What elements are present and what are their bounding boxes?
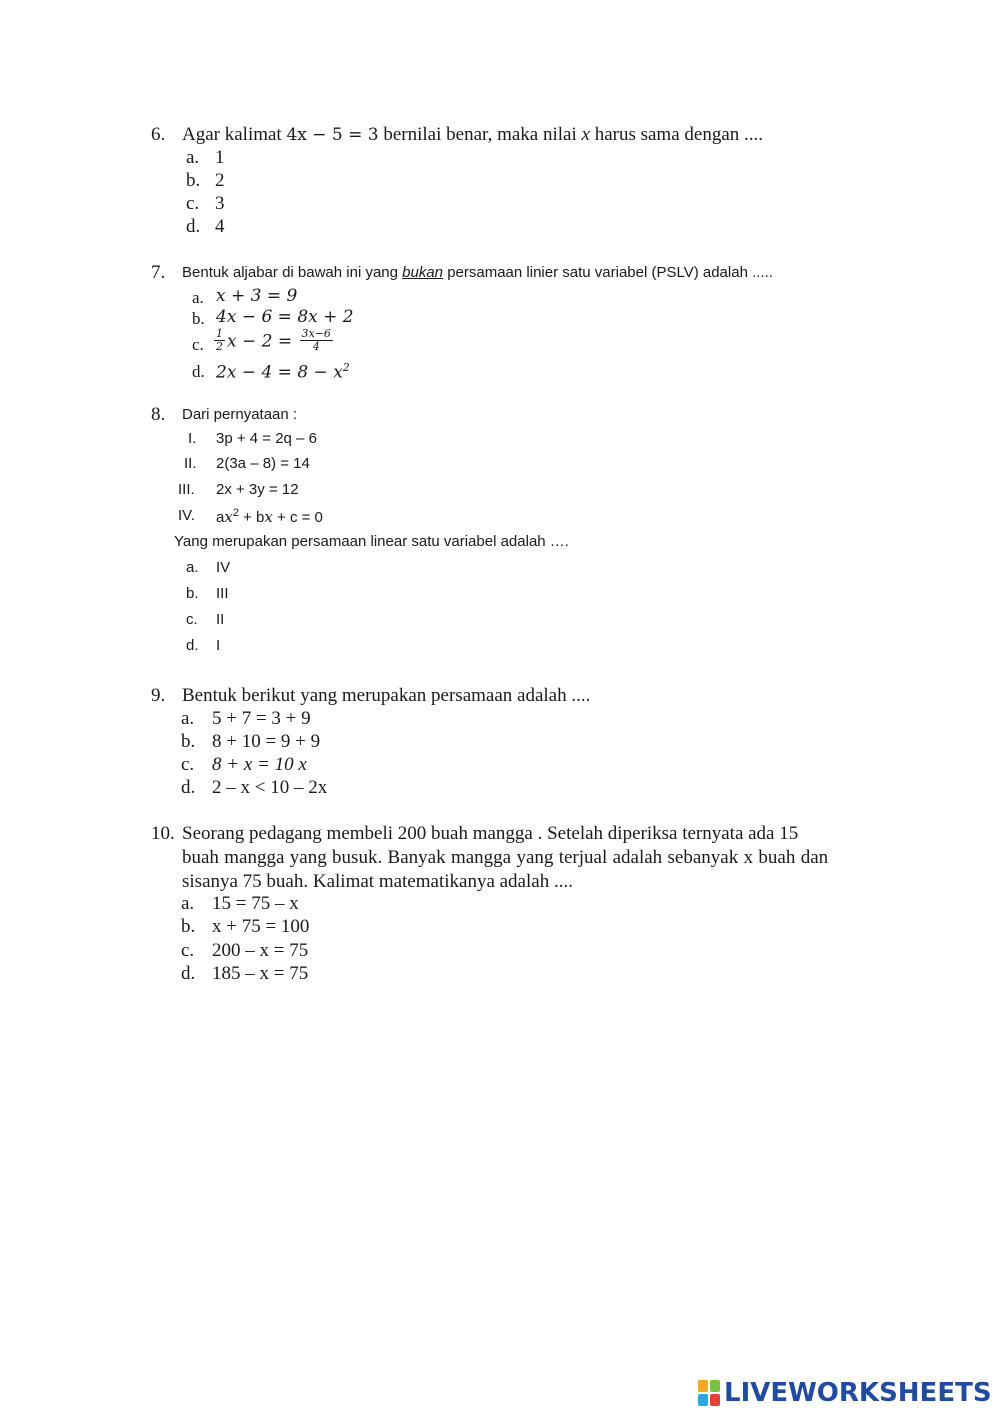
q7-option-c-frac2-den: 4 [312,339,320,353]
q8-s4-x: x [224,508,233,526]
q8-statement-2 [184,455,310,472]
q8-statement-3-value: 2x + 3y = 12 [216,481,299,498]
q6-text-after: harus sama dengan .... [589,124,763,145]
q6-text [182,125,763,144]
q8-option-c-value: II [216,611,225,628]
q9-option-c-value: 8 + x = 10 x [212,754,307,775]
q8-number: 8. [151,404,166,425]
q6-text-before: Agar kalimat [182,124,287,145]
q9-option-a[interactable] [181,708,311,729]
q7-option-c-frac1-num: 1 [216,327,223,340]
q7-option-d-letter: d. [192,362,205,381]
q10-option-a-value: 15 = 75 – x [212,893,299,914]
q9-option-c[interactable] [181,754,307,775]
q6-option-b[interactable] [186,170,225,191]
q6-option-b-letter: b. [186,170,201,191]
liveworksheets-logo[interactable] [698,1378,992,1408]
q9-option-a-letter: a. [181,708,195,729]
q8-statement-4 [178,507,323,526]
q8-statement-1-value: 3p + 4 = 2q – 6 [216,430,317,447]
q8-option-a-letter: a. [186,559,199,576]
q8-statement-4-roman: IV. [178,507,195,524]
q7-option-c-letter: c. [192,335,204,354]
q9-option-d-value: 2 – x < 10 – 2x [212,777,328,798]
q8-s4-a: a [216,509,225,526]
q7-option-d-value: 2x − 4 = 8 − x [216,362,343,383]
q6-option-a-letter: a. [186,147,200,168]
q10-line-1: Seorang pedagang membeli 200 buah mangga . Setelah diperiksa ternyata ada 15 [182,823,799,844]
q9-text: Bentuk berikut yang merupakan persamaan adalah .... [182,685,591,706]
q10-line-2: buah mangga yang busuk. Banyak mangga yang terjual adalah sebanyak x buah dan [182,847,829,868]
q6-option-c-value: 3 [215,193,225,214]
liveworksheets-logo-icon [698,1380,720,1406]
q8-option-a-value: IV [216,559,231,576]
q7-option-b-letter: b. [192,309,205,328]
q8-question: Yang merupakan persamaan linear satu variabel adalah …. [174,533,569,550]
q7-option-c-frac2-num: 3x−6 [301,327,331,340]
q8-s4-b: + b [238,509,265,526]
q9-option-c-letter: c. [181,754,195,775]
q9-option-b[interactable] [181,731,321,752]
q7-option-b-value: 4x − 6 = 8x + 2 [216,307,354,327]
q8-statement-1 [188,430,317,447]
q7-option-a-letter: a. [192,288,204,307]
q8-s4-x2: x [264,508,273,526]
q7-option-c[interactable] [192,327,331,358]
q10-option-b[interactable] [181,916,310,937]
q7-option-b[interactable] [192,307,354,328]
liveworksheets-logo-text: LIVEWORKSHEETS [724,1378,992,1408]
q9-option-d[interactable] [181,777,328,798]
q7-option-a[interactable] [192,286,298,307]
q10-number: 10. [151,823,175,844]
q8-option-c-letter: c. [186,611,198,628]
q9-option-d-letter: d. [181,777,196,798]
q9-number: 9. [151,685,166,706]
q8-statement-2-value: 2(3a – 8) = 14 [216,455,310,472]
q8-option-d-value: I [216,637,221,654]
q8-option-a[interactable] [186,559,231,576]
q7-emphasis: bukan [402,264,444,281]
q7-option-c-frac1-den: 2 [216,339,223,353]
q8-statement-2-roman: II. [184,455,197,472]
q9-option-b-letter: b. [181,731,196,752]
q7-number: 7. [151,262,166,283]
q10-option-a-letter: a. [181,893,195,914]
q6-var: x [581,124,590,145]
q10-option-b-value: x + 75 = 100 [212,916,310,937]
q7-text-before: Bentuk aljabar di bawah ini yang [182,264,403,281]
q8-statement-3 [178,481,299,498]
q6-option-b-value: 2 [215,170,225,191]
q6-option-c-letter: c. [186,193,200,214]
q8-option-c[interactable] [186,611,225,628]
q8-option-b[interactable] [186,585,229,602]
q7-option-c-frac2 [300,328,333,352]
q10-option-c-value: 200 – x = 75 [212,940,309,961]
q6-option-c[interactable] [186,193,225,214]
q7-option-a-value: x + 3 = 9 [216,286,298,306]
q8-option-d[interactable] [186,637,221,654]
q8-statement-3-roman: III. [178,481,195,498]
q7-option-c-expr [212,327,335,354]
q6-option-d[interactable] [186,216,225,237]
q6-option-a[interactable] [186,147,225,168]
q7-option-c-middle: x − 2 = [227,331,298,352]
q6-text-middle: bernilai benar, maka nilai [378,124,582,145]
q8-option-b-value: III [216,585,229,602]
q8-option-b-letter: b. [186,585,199,602]
q7-option-d[interactable] [192,361,350,383]
q6-option-a-value: 1 [215,147,225,168]
q8-option-d-letter: d. [186,637,199,654]
q10-option-a[interactable] [181,893,299,914]
q8-s4-c: + c = 0 [272,509,323,526]
q7-option-d-sup: 2 [342,361,350,374]
q10-option-c[interactable] [181,940,309,961]
q6-equation: 4x − 5 = 3 [286,125,379,145]
q9-option-b-value: 8 + 10 = 9 + 9 [212,731,321,752]
q7-option-c-frac1 [214,328,225,352]
q7-text [182,265,773,280]
q10-option-d[interactable] [181,963,309,984]
q8-statement-1-roman: I. [188,430,197,447]
q8-intro: Dari pernyataan : [182,406,298,423]
q10-option-c-letter: c. [181,940,195,961]
q6-number: 6. [151,124,166,145]
q6-option-d-value: 4 [215,216,225,237]
q9-option-a-value: 5 + 7 = 3 + 9 [212,708,311,729]
q7-option-d-expr [216,362,350,382]
q10-option-d-value: 185 – x = 75 [212,963,309,984]
q7-text-after: persamaan linier satu variabel (PSLV) adalah ..... [443,264,773,281]
q10-option-d-letter: d. [181,963,196,984]
q8-statement-4-expr [216,508,323,525]
q6-option-d-letter: d. [186,216,201,237]
q10-option-b-letter: b. [181,916,196,937]
q8-s4-sup: 2 [232,507,239,519]
q10-line-3: sisanya 75 buah. Kalimat matematikanya adalah .... [182,871,573,892]
